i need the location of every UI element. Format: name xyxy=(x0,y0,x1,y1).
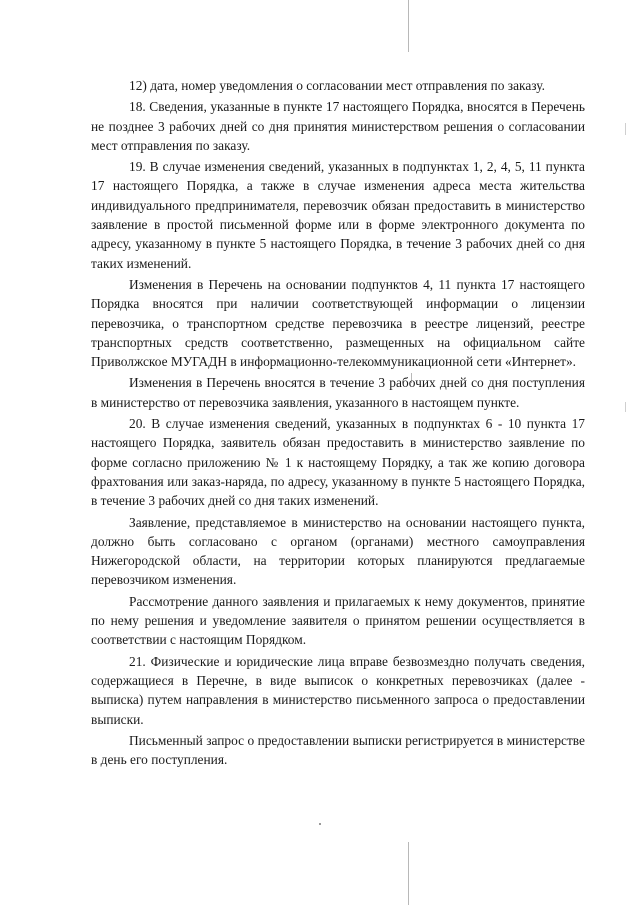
paragraph-clause-20: 20. В случае изменения сведений, указанных в подпунктах 6 - 10 пункта 17 настоящего Порядка, заявитель обязан предоставить в министерство заявление по форме согласно приложению № 1 к настоящему Порядку, а так же копию договора фрахтования или заказ-наряда, по адресу, указанному в пункте 5 настоящего Порядка, в течение 3 рабочих дней со дня таких изменений. xyxy=(91,416,585,509)
scan-artifact-line xyxy=(625,123,626,135)
paragraph-application-approval: Заявление, представляемое в министерство на основании настоящего пункта, должно быть согласовано с органом (органами) местного самоуправления Нижегородской области, на территории которых планируются предлагаемые перевозчиком изменения. xyxy=(91,514,585,588)
paragraph-clause-19: 19. В случае изменения сведений, указанных в подпунктах 1, 2, 4, 5, 11 пункта 17 настоящего Порядка, а также в случае изменения адреса места жительства индивидуального предпринимателя, перевозчик обязан предоставить в министерство заявление в простой письменной форме или в форме электронного документа по адресу, указанному в пункте 5 настоящего Порядка, в течение 3 рабочих дней со дня таких изменений. xyxy=(91,159,585,271)
paragraph-request-registration: Письменный запрос о предоставлении выписки регистрируется в министерстве в день его поступления. xyxy=(91,732,585,768)
paragraph-application-review: Рассмотрение данного заявления и прилагаемых к нему документов, принятие по нему решения и уведомление заявителя о принятом решении осуществляется в соответствии с настоящим Порядком. xyxy=(91,593,585,648)
scan-artifact-dot xyxy=(319,823,321,825)
paragraph-clause-18: 18. Сведения, указанные в пункте 17 настоящего Порядка, вносятся в Перечень не позднее 3 рабочих дней со дня принятия министерством решения о согласовании мест отправления по заказу. xyxy=(91,99,585,153)
paragraph-changes-term: Изменения в Перечень вносятся в течение 3 рабочих дней со дня поступления в министерство от перевозчика заявления, указанного в настоящем пункте. xyxy=(91,375,585,410)
paragraph-item-12: 12) дата, номер уведомления о согласовании мест отправления по заказу. xyxy=(129,78,545,93)
scan-artifact-line xyxy=(408,842,409,905)
paragraph-clause-21: 21. Физические и юридические лица вправе безвозмездно получать сведения, содержащиеся в Перечне, в виде выписок о конкретных перевозчиках (далее - выписка) путем направления в министерство письменного запроса о предоставлении выписки. xyxy=(91,653,585,727)
scan-artifact-line xyxy=(625,402,626,412)
scan-artifact-line xyxy=(408,0,409,52)
paragraph-changes-basis: Изменения в Перечень на основании подпунктов 4, 11 пункта 17 настоящего Порядка вносятся при наличии соответствующей информации о лицензии перевозчика, о транспортном средстве перевозчика в реестре лицензий, реестре транспортных средств соответственно, размещенных на официальном сайте Приволжское МУГАДН в информационно-телекоммуникационной сети «Интернет». xyxy=(91,276,585,370)
document-text xyxy=(91,76,585,769)
